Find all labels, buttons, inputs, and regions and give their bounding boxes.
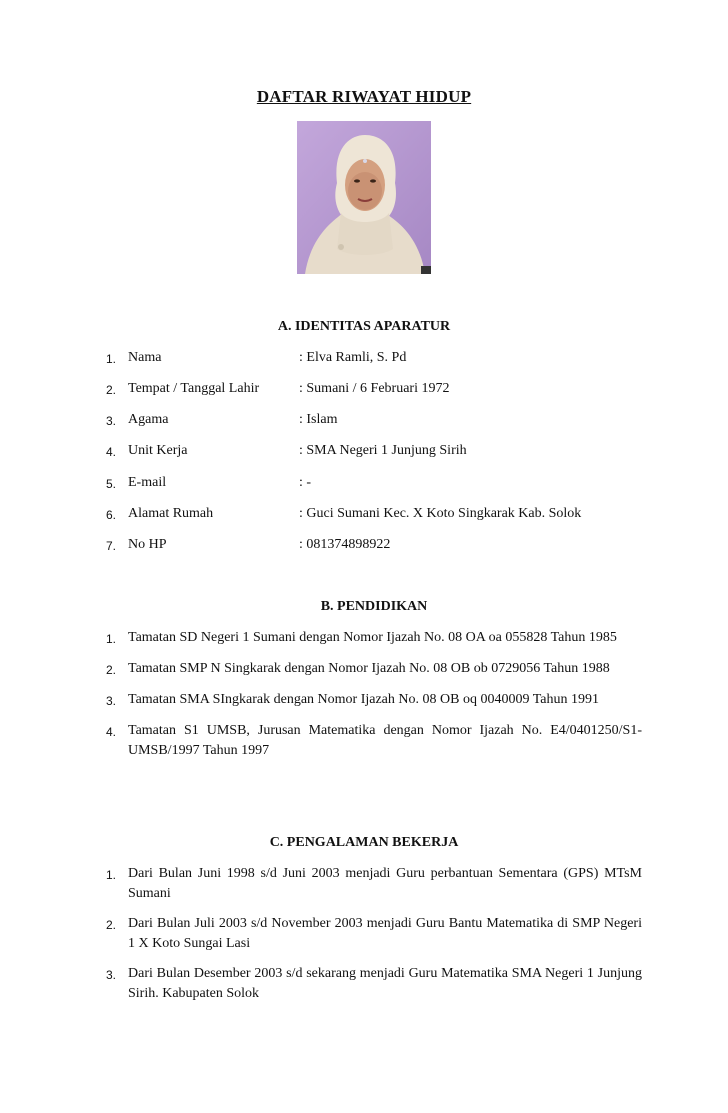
section-a-heading: A. IDENTITAS APARATUR [277,319,451,334]
item-number: 1. [106,632,117,646]
item-number: 2. [106,918,117,932]
identity-label: Agama [128,412,169,427]
identity-value: : SMA Negeri 1 Junjung Sirih [299,443,467,458]
item-number: 2. [106,663,117,677]
item-number: 1. [106,868,117,882]
section-b-heading: B. PENDIDIKAN [320,599,428,614]
experience-text: Dari Bulan Desember 2003 s/d sekarang menjadi Guru Matematika SMA Negeri 1 Junjung Sirih. Kabupaten Solok [128,966,642,1001]
education-text: Tamatan SMP N Singkarak dengan Nomor Ijazah No. 08 OB ob 0729056 Tahun 1988 [128,661,610,676]
row-number: 3. [106,414,117,428]
education-text: Tamatan S1 UMSB, Jurusan Matematika dengan Nomor Ijazah No. E4/0401250/S1-UMSB/1997 Tahun 1997 [128,723,642,758]
identity-label: E-mail [128,475,167,490]
experience-text: Dari Bulan Juli 2003 s/d November 2003 menjadi Guru Bantu Matematika di SMP Negeri 1 X Koto Sungai Lasi [128,916,642,951]
education-text: Tamatan SD Negeri 1 Sumani dengan Nomor Ijazah No. 08 OA oa 055828 Tahun 1985 [128,630,617,645]
row-number: 4. [106,445,117,459]
portrait-icon [297,121,431,274]
row-number: 7. [106,539,117,553]
row-number: 1. [106,352,117,366]
document-title: DAFTAR RIWAYAT HIDUP [256,87,472,106]
identity-value: : - [299,475,312,490]
row-number: 2. [106,383,117,397]
identity-value: : Islam [299,412,338,427]
identity-value: : Guci Sumani Kec. X Koto Singkarak Kab. Solok [299,506,582,521]
portrait-photo [297,121,431,274]
identity-value: : Sumani / 6 Februari 1972 [299,381,450,396]
identity-label: Alamat Rumah [128,506,214,521]
experience-text: Dari Bulan Juni 1998 s/d Juni 2003 menjadi Guru perbantuan Sementara (GPS) MTsM Sumani [128,866,642,901]
row-number: 6. [106,508,117,522]
identity-label: No HP [128,537,167,552]
row-number: 5. [106,477,117,491]
item-number: 3. [106,694,117,708]
section-c-heading: C. PENGALAMAN BEKERJA [269,835,459,850]
identity-label: Unit Kerja [128,443,188,458]
item-number: 3. [106,968,117,982]
identity-value: : Elva Ramli, S. Pd [299,350,407,365]
identity-label: Nama [128,350,162,365]
identity-label: Tempat / Tanggal Lahir [128,381,260,396]
item-number: 4. [106,725,117,739]
education-text: Tamatan SMA SIngkarak dengan Nomor Ijazah No. 08 OB oq 0040009 Tahun 1991 [128,692,599,707]
identity-value: : 081374898922 [299,537,391,552]
